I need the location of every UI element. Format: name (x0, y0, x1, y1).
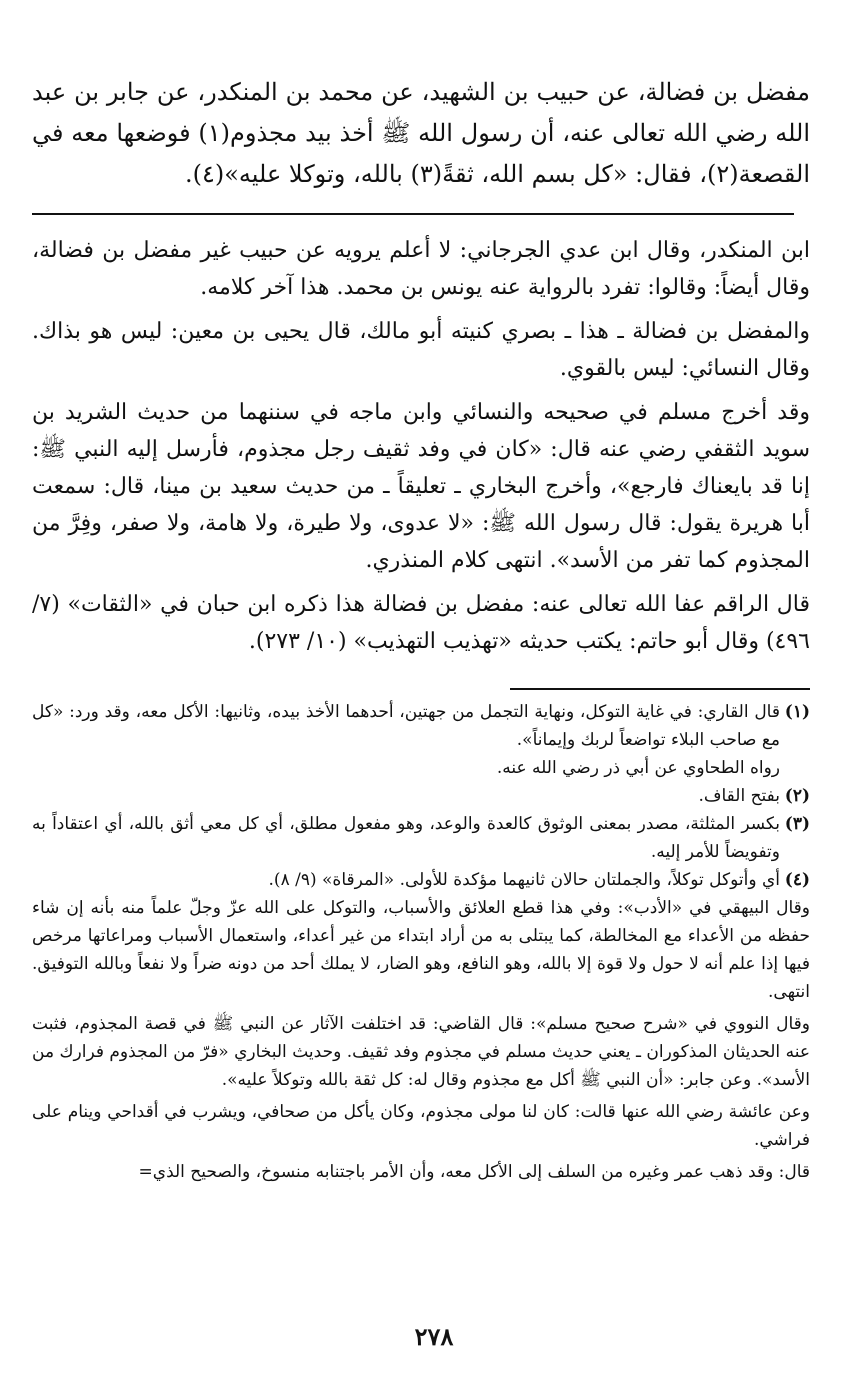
footnote-body (32, 810, 780, 866)
footnote-body (32, 782, 780, 810)
footnote-line: بفتح القاف. (698, 786, 780, 806)
hadith-text: مفضل بن فضالة، عن حبيب بن الشهيد، عن محمد بن المنكدر، عن جابر بن عبد الله رضي الله تعالى عنه، أن رسول الله ﷺ أخذ بيد مجذوم(١) فوضعها معه في القصعة(٢)، فقال: «كل بسم الله، ثقةً(٣) بالله، وتوكلا عليه»(٤). (32, 78, 810, 188)
footnote-2 (32, 782, 810, 810)
footnote-number: (٤) (784, 870, 810, 890)
footnotes-section (32, 698, 810, 1190)
commentary-paragraph: ابن المنكدر، وقال ابن عدي الجرجاني: لا أعلم يرويه عن حبيب غير مفضل بن فضالة، وقال أيضاً: وقالوا: تفرد بالرواية عنه يونس بن محمد. هذا آخر كلامه. (32, 238, 810, 300)
footnote-4 (32, 866, 810, 894)
note-paragraph: وقال النووي في «شرح صحيح مسلم»: قال القاضي: قد اختلفت الآثار عن النبي ﷺ في قصة المجذوم، فثبت عنه الحديثان المذكوران ـ يعني حديث مسلم في مجذوم وفد ثقيف. وحديث البخاري «فرّ من المجذوم فرارك من الأسد». وعن جابر: «أن النبي ﷺ أكل مع مجذوم وقال له: كل ثقة بالله وتوكلاً عليه». (32, 1014, 810, 1090)
footnote-line: قال القاري: في غاية التوكل، ونهاية التجمل من جهتين، أحدهما الأخذ بيده، وثانيها: الأكل معه، وقد ورد: «كل مع صاحب البلاء تواضعاً لربك وإيماناً». (32, 702, 780, 750)
footnote-number: (٣) (784, 814, 810, 834)
commentary-paragraph: وقد أخرج مسلم في صحيحه والنسائي وابن ماجه في سننهما من حديث الشريد بن سويد الثقفي رضي عنه قال: «كان في وفد ثقيف رجل مجذوم، فأرسل إليه النبي ﷺ: إنا قد بايعناك فارجع»، وأخرج البخاري ـ تعليقاً ـ من حديث سعيد بن مينا، قال: سمعت أبا هريرة يقول: قال رسول الله ﷺ: «لا عدوى، ولا طيرة، ولا هامة، ولا صفر، وفِرَّ من المجذوم كما تفر من الأسد». انتهى كلام المنذري. (32, 400, 810, 573)
commentary-paragraph: والمفضل بن فضالة ـ هذا ـ بصري كنيته أبو مالك، قال يحيى بن معين: ليس هو بذاك. وقال النسائي: ليس بالقوي. (32, 319, 810, 381)
footnote-line: بكسر المثلثة، مصدر بمعنى الوثوق كالعدة والوعد، وهو مفعول مطلق، أي كل معي أثق بالله، أي اعتقاداً به وتفويضاً للأمر إليه. (32, 814, 780, 862)
main-divider (32, 213, 794, 215)
footnote-number: (١) (784, 702, 810, 722)
footnote-line: أي وأتوكل توكلاً، والجملتان حالان ثانيهما مؤكدة للأولى. «المرقاة» (٩/ ٨). (268, 870, 780, 890)
note-paragraph: وعن عائشة رضي الله عنها قالت: كان لنا مولى مجذوم، وكان يأكل من صحافي، ويشرب في أقداحي وينام على فراشي. (32, 1102, 810, 1150)
footnote-body (32, 698, 780, 782)
note-paragraph: وقال البيهقي في «الأدب»: وفي هذا قطع العلائق والأسباب، والتوكل على الله عزّ وجلّ علماً منه بأنه إن شاء حفظه من الأعداء مع المخالطة، كما يبتلى به من أراد ابتداء من غير أعداء، واستعمال الأسباب ومراعاتها مرخص فيها إذا علم أنه لا حول ولا قوة إلا بالله، وهو النافع، وهو الضار، لا يملك أحد من دونه ضراً ولا نفعاً وبالله التوفيق. انتهى. (32, 898, 810, 1002)
footnote-body (32, 866, 780, 894)
footnote-1 (32, 698, 810, 782)
footnote-number: (٢) (784, 786, 810, 806)
commentary-paragraph: قال الراقم عفا الله تعالى عنه: مفضل بن فضالة هذا ذكره ابن حبان في «الثقات» (٧/ ٤٩٦) وقال أبو حاتم: يكتب حديثه «تهذيب التهذيب» (١٠/ ٢٧٣). (32, 592, 810, 654)
commentary-section (32, 232, 810, 667)
note-paragraph: قال: وقد ذهب عمر وغيره من السلف إلى الأكل معه، وأن الأمر باجتنابه منسوخ، والصحيح الذي= (138, 1162, 810, 1182)
footnote-divider (510, 688, 810, 690)
page-number: ٢٧٨ (414, 1322, 454, 1351)
footnote-3 (32, 810, 810, 866)
footnote-line: رواه الطحاوي عن أبي ذر رضي الله عنه. (496, 758, 780, 778)
